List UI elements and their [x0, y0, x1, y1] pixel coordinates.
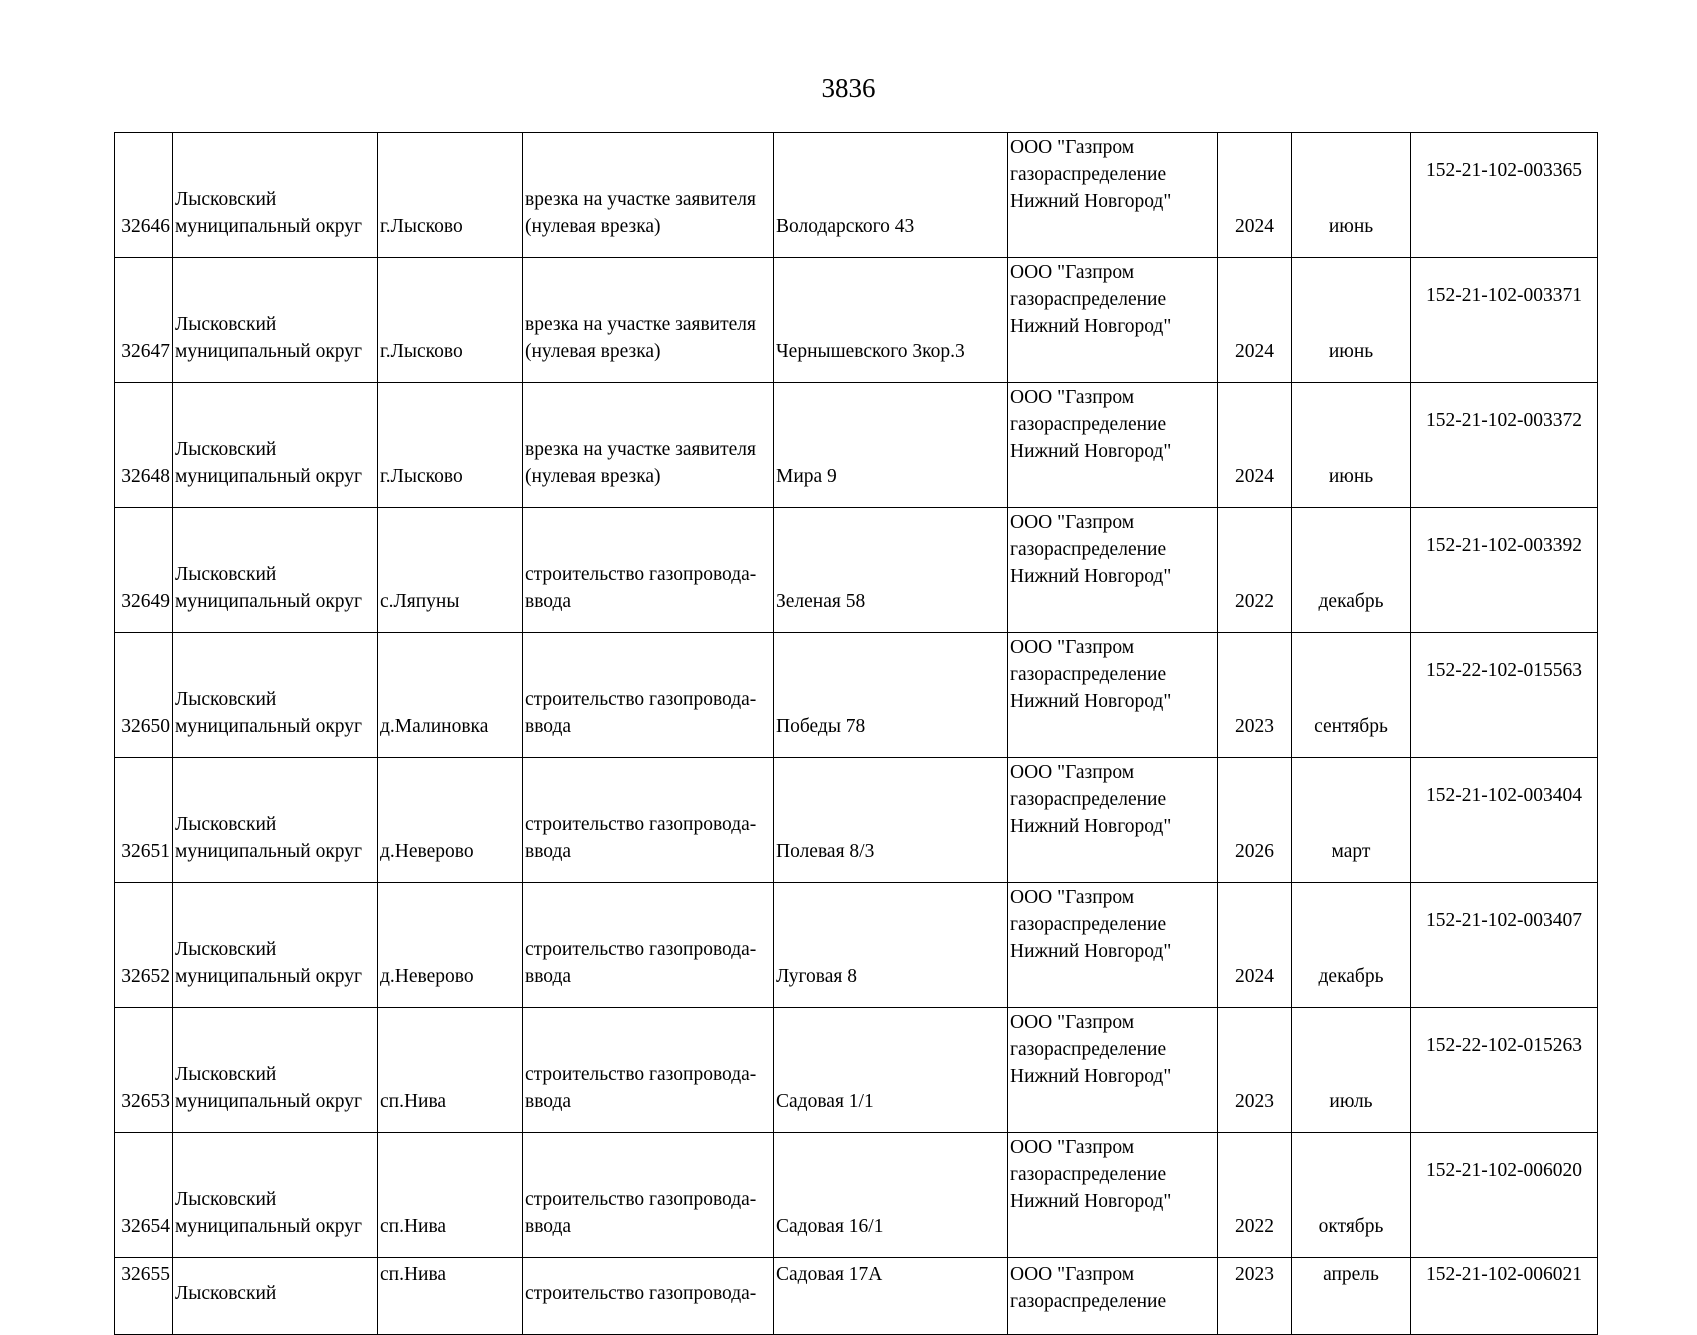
work-type-cell: [523, 1133, 774, 1258]
organization-cell-line: ООО "Газпром: [1010, 387, 1135, 408]
organization-cell-line: газораспределение: [1010, 789, 1167, 810]
row-number: 32651: [115, 758, 173, 883]
month-cell: июль: [1292, 1008, 1411, 1133]
table-row: [115, 883, 1598, 1008]
organization-cell: [1008, 758, 1218, 883]
work-type-cell-line: (нулевая врезка): [525, 216, 661, 237]
work-type-cell-line: строительство газопровода-: [525, 1189, 757, 1210]
year-cell: 2023: [1218, 1008, 1292, 1133]
district-cell-line: муниципальный округ: [175, 966, 363, 987]
table-row: [115, 758, 1598, 883]
month-cell: апрель: [1292, 1258, 1411, 1335]
code-cell: 152-21-102-003392: [1411, 508, 1598, 633]
district-cell-line: Лысковский: [175, 1189, 277, 1210]
district-cell-line: Лысковский: [175, 189, 277, 210]
year-cell: 2024: [1218, 258, 1292, 383]
code-cell: 152-21-102-003365: [1411, 133, 1598, 258]
work-type-cell-line: ввода: [525, 966, 572, 987]
organization-cell-line: Нижний Новгород": [1010, 1066, 1172, 1087]
district-cell: [173, 1008, 378, 1133]
table-row: [115, 508, 1598, 633]
locality-cell: г.Лысково: [378, 383, 523, 508]
year-cell: 2026: [1218, 758, 1292, 883]
organization-cell-line: газораспределение: [1010, 1291, 1167, 1312]
code-cell: 152-22-102-015563: [1411, 633, 1598, 758]
code-cell: 152-21-102-003404: [1411, 758, 1598, 883]
district-cell-line: Лысковский: [175, 1283, 277, 1304]
work-type-cell-line: строительство газопровода-: [525, 564, 757, 585]
organization-cell-line: Нижний Новгород": [1010, 1191, 1172, 1212]
month-cell: июнь: [1292, 133, 1411, 258]
organization-cell-line: газораспределение: [1010, 289, 1167, 310]
organization-cell-line: ООО "Газпром: [1010, 262, 1135, 283]
month-cell: март: [1292, 758, 1411, 883]
organization-cell: [1008, 383, 1218, 508]
locality-cell: д.Малиновка: [378, 633, 523, 758]
row-number: 32655: [115, 1258, 173, 1335]
district-cell-line: Лысковский: [175, 939, 277, 960]
table-row: [115, 1133, 1598, 1258]
row-number: 32648: [115, 383, 173, 508]
organization-cell: [1008, 508, 1218, 633]
district-cell-line: муниципальный округ: [175, 1216, 363, 1237]
district-cell-line: муниципальный округ: [175, 466, 363, 487]
code-cell: 152-21-102-006021: [1411, 1258, 1598, 1335]
row-number: 32649: [115, 508, 173, 633]
code-cell: 152-21-102-003372: [1411, 383, 1598, 508]
locality-cell: сп.Нива: [378, 1258, 523, 1335]
work-type-cell-line: строительство газопровода-: [525, 1283, 757, 1304]
address-cell: Садовая 1/1: [774, 1008, 1008, 1133]
organization-cell-line: Нижний Новгород": [1010, 316, 1172, 337]
district-cell-line: Лысковский: [175, 564, 277, 585]
organization-cell: [1008, 258, 1218, 383]
organization-cell-line: газораспределение: [1010, 664, 1167, 685]
district-cell-line: муниципальный округ: [175, 841, 363, 862]
district-cell: [173, 258, 378, 383]
district-cell-line: муниципальный округ: [175, 1091, 363, 1112]
table-body: [115, 133, 1598, 1335]
work-type-cell-line: врезка на участке заявителя: [525, 314, 756, 335]
table-row: [115, 1008, 1598, 1133]
work-type-cell: [523, 1258, 774, 1335]
code-cell: 152-21-102-003371: [1411, 258, 1598, 383]
organization-cell-line: ООО "Газпром: [1010, 637, 1135, 658]
district-cell: [173, 633, 378, 758]
organization-cell: [1008, 883, 1218, 1008]
organization-cell-line: ООО "Газпром: [1010, 762, 1135, 783]
address-cell: Садовая 16/1: [774, 1133, 1008, 1258]
locality-cell: сп.Нива: [378, 1008, 523, 1133]
district-cell-line: муниципальный округ: [175, 716, 363, 737]
organization-cell-line: газораспределение: [1010, 414, 1167, 435]
district-cell: [173, 133, 378, 258]
district-cell: [173, 1258, 378, 1335]
work-type-cell: [523, 758, 774, 883]
row-number: 32652: [115, 883, 173, 1008]
district-cell: [173, 883, 378, 1008]
work-type-cell-line: строительство газопровода-: [525, 939, 757, 960]
work-type-cell: [523, 258, 774, 383]
district-cell-line: муниципальный округ: [175, 341, 363, 362]
work-type-cell-line: ввода: [525, 716, 572, 737]
registry-table: [114, 132, 1598, 1335]
address-cell: Садовая 17А: [774, 1258, 1008, 1335]
district-cell: [173, 1133, 378, 1258]
address-cell: Победы 78: [774, 633, 1008, 758]
table-row: [115, 133, 1598, 258]
address-cell: Полевая 8/3: [774, 758, 1008, 883]
district-cell-line: муниципальный округ: [175, 216, 363, 237]
locality-cell: с.Ляпуны: [378, 508, 523, 633]
district-cell-line: Лысковский: [175, 439, 277, 460]
work-type-cell-line: ввода: [525, 841, 572, 862]
work-type-cell-line: ввода: [525, 1216, 572, 1237]
row-number: 32654: [115, 1133, 173, 1258]
year-cell: 2023: [1218, 1258, 1292, 1335]
organization-cell-line: Нижний Новгород": [1010, 566, 1172, 587]
address-cell: Чернышевского 3кор.3: [774, 258, 1008, 383]
organization-cell-line: Нижний Новгород": [1010, 816, 1172, 837]
district-cell-line: Лысковский: [175, 314, 277, 335]
table-row: [115, 633, 1598, 758]
address-cell: Мира 9: [774, 383, 1008, 508]
organization-cell-line: ООО "Газпром: [1010, 1137, 1135, 1158]
table-row: [115, 258, 1598, 383]
locality-cell: г.Лысково: [378, 258, 523, 383]
organization-cell-line: Нижний Новгород": [1010, 941, 1172, 962]
district-cell: [173, 383, 378, 508]
work-type-cell-line: врезка на участке заявителя: [525, 189, 756, 210]
work-type-cell-line: (нулевая врезка): [525, 341, 661, 362]
year-cell: 2024: [1218, 883, 1292, 1008]
code-cell: 152-22-102-015263: [1411, 1008, 1598, 1133]
code-cell: 152-21-102-006020: [1411, 1133, 1598, 1258]
organization-cell-line: газораспределение: [1010, 914, 1167, 935]
month-cell: июнь: [1292, 258, 1411, 383]
work-type-cell-line: врезка на участке заявителя: [525, 439, 756, 460]
organization-cell: [1008, 1258, 1218, 1335]
month-cell: июнь: [1292, 383, 1411, 508]
organization-cell-line: Нижний Новгород": [1010, 441, 1172, 462]
work-type-cell: [523, 633, 774, 758]
organization-cell: [1008, 1133, 1218, 1258]
district-cell: [173, 508, 378, 633]
organization-cell-line: газораспределение: [1010, 539, 1167, 560]
work-type-cell-line: строительство газопровода-: [525, 689, 757, 710]
work-type-cell-line: строительство газопровода-: [525, 1064, 757, 1085]
work-type-cell: [523, 1008, 774, 1133]
address-cell: Зеленая 58: [774, 508, 1008, 633]
row-number: 32650: [115, 633, 173, 758]
district-cell: [173, 758, 378, 883]
district-cell-line: Лысковский: [175, 814, 277, 835]
page-number: 3836: [821, 73, 876, 103]
row-number: 32653: [115, 1008, 173, 1133]
locality-cell: г.Лысково: [378, 133, 523, 258]
organization-cell-line: ООО "Газпром: [1010, 1264, 1135, 1285]
row-number: 32647: [115, 258, 173, 383]
month-cell: декабрь: [1292, 508, 1411, 633]
organization-cell: [1008, 633, 1218, 758]
year-cell: 2023: [1218, 633, 1292, 758]
organization-cell-line: газораспределение: [1010, 1164, 1167, 1185]
organization-cell-line: Нижний Новгород": [1010, 691, 1172, 712]
year-cell: 2024: [1218, 133, 1292, 258]
year-cell: 2022: [1218, 1133, 1292, 1258]
district-cell-line: Лысковский: [175, 689, 277, 710]
year-cell: 2024: [1218, 383, 1292, 508]
organization-cell-line: ООО "Газпром: [1010, 137, 1135, 158]
month-cell: декабрь: [1292, 883, 1411, 1008]
organization-cell-line: ООО "Газпром: [1010, 887, 1135, 908]
table-row: [115, 383, 1598, 508]
work-type-cell-line: (нулевая врезка): [525, 466, 661, 487]
district-cell-line: Лысковский: [175, 1064, 277, 1085]
table-row: [115, 1258, 1598, 1335]
work-type-cell: [523, 883, 774, 1008]
organization-cell-line: ООО "Газпром: [1010, 512, 1135, 533]
locality-cell: д.Неверово: [378, 758, 523, 883]
row-number: 32646: [115, 133, 173, 258]
organization-cell-line: газораспределение: [1010, 164, 1167, 185]
organization-cell-line: ООО "Газпром: [1010, 1012, 1135, 1033]
code-cell: 152-21-102-003407: [1411, 883, 1598, 1008]
work-type-cell-line: ввода: [525, 591, 572, 612]
month-cell: сентябрь: [1292, 633, 1411, 758]
organization-cell: [1008, 1008, 1218, 1133]
work-type-cell-line: строительство газопровода-: [525, 814, 757, 835]
work-type-cell: [523, 383, 774, 508]
organization-cell-line: Нижний Новгород": [1010, 191, 1172, 212]
work-type-cell: [523, 508, 774, 633]
month-cell: октябрь: [1292, 1133, 1411, 1258]
year-cell: 2022: [1218, 508, 1292, 633]
organization-cell: [1008, 133, 1218, 258]
address-cell: Луговая 8: [774, 883, 1008, 1008]
locality-cell: д.Неверово: [378, 883, 523, 1008]
work-type-cell: [523, 133, 774, 258]
organization-cell-line: газораспределение: [1010, 1039, 1167, 1060]
work-type-cell-line: ввода: [525, 1091, 572, 1112]
district-cell-line: муниципальный округ: [175, 591, 363, 612]
locality-cell: сп.Нива: [378, 1133, 523, 1258]
address-cell: Володарского 43: [774, 133, 1008, 258]
